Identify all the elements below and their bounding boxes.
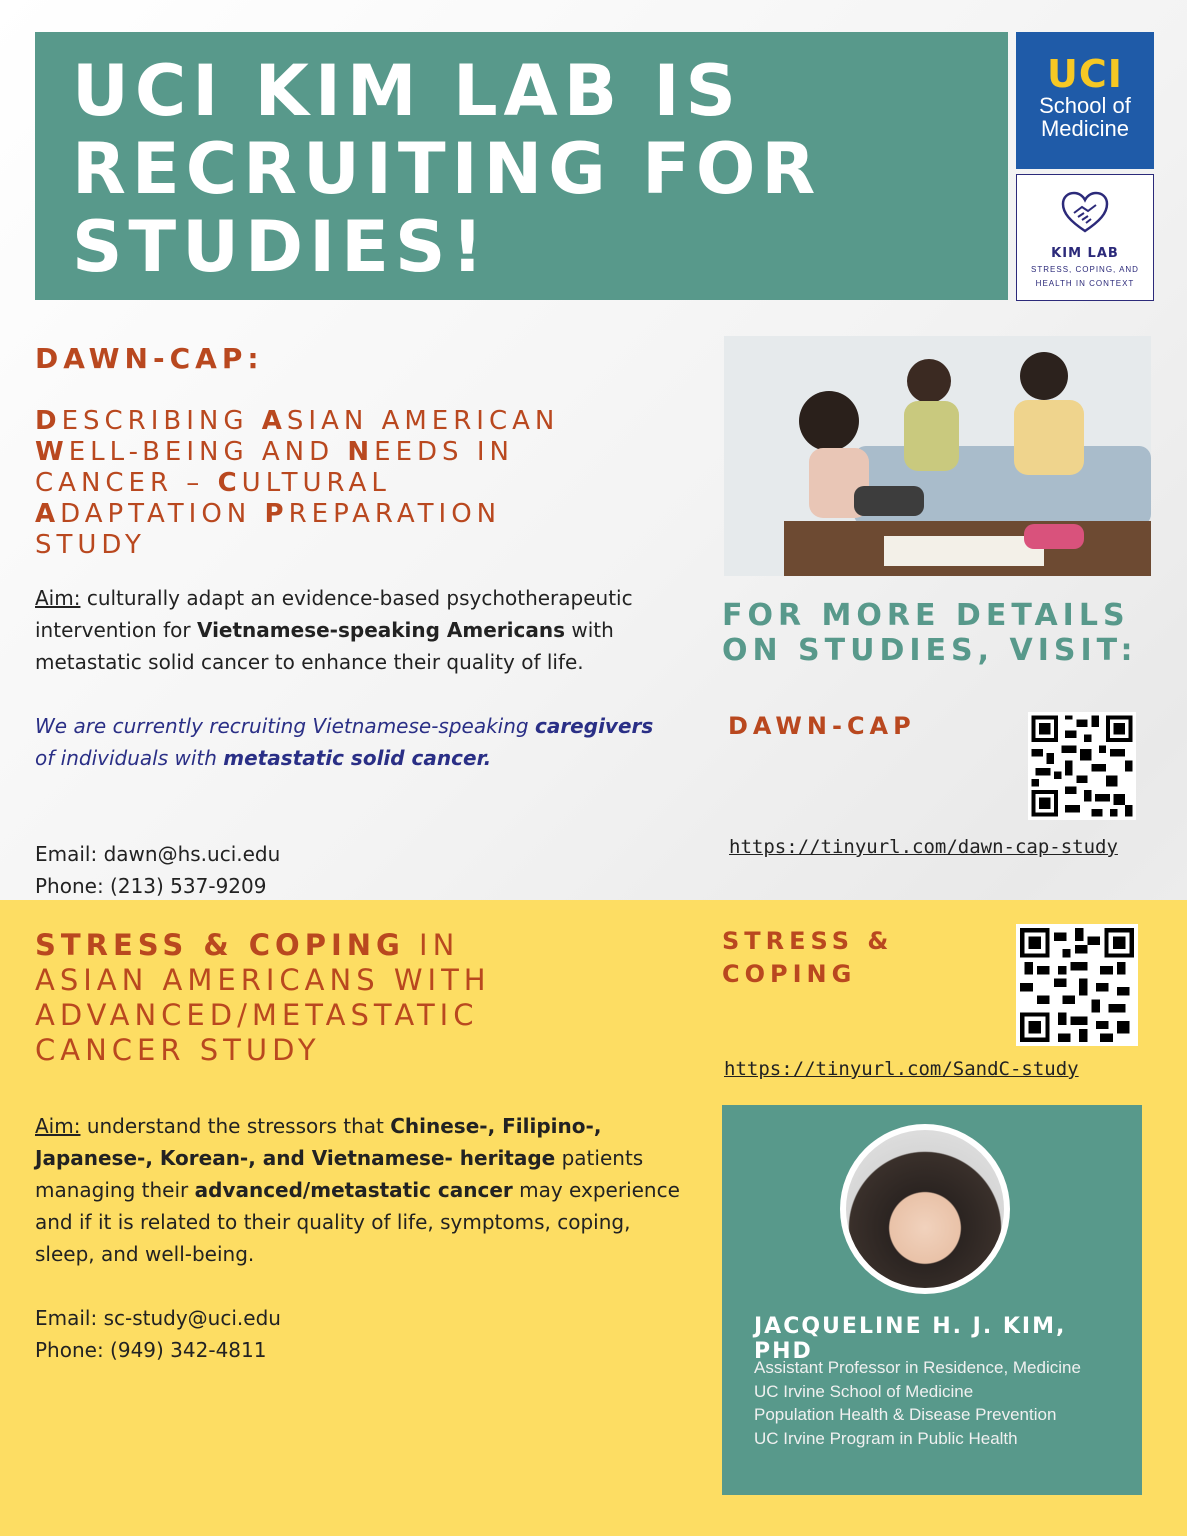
dawn-cap-heading: DAWN-CAP: (35, 342, 264, 375)
dawn-cap-aim: Aim: culturally adapt an evidence-based psychotherapeutic intervention for Vietnamese-speaking Americans with metastatic solid cancer to enhance their quality of life. (35, 586, 633, 674)
stress-coping-qr-label: STRESS & COPING (722, 927, 894, 988)
dawn-cap-full-title: DESCRIBING ASIAN AMERICAN WELL-BEING AND NEEDS IN CANCER – CULTURAL ADAPTATION PREPARATION STUDY (35, 406, 560, 560)
investigator-avatar (840, 1124, 1010, 1294)
dawn-cap-recruitment-note: We are currently recruiting Vietnamese-speaking caregivers of individuals with metastatic solid cancer. (35, 714, 654, 770)
stress-coping-phone[interactable]: Phone: (949) 342-4811 (35, 1338, 267, 1362)
page-title: UCI KIM LAB IS RECRUITING FOR STUDIES! (72, 50, 822, 288)
dawn-cap-qr-label: DAWN-CAP (728, 712, 916, 740)
stress-coping-contact (35, 1302, 535, 1366)
family-photo (724, 336, 1151, 576)
dawn-cap-link[interactable]: https://tinyurl.com/dawn-cap-study (729, 836, 1118, 858)
dawn-cap-qr-code[interactable] (1028, 712, 1136, 820)
stress-coping-email[interactable]: Email: sc-study@uci.edu (35, 1306, 281, 1330)
stress-coping-aim: Aim: understand the stressors that Chinese-, Filipino-, Japanese-, Korean-, and Vietnamese- heritage patients managing their advanced/metastatic cancer may experience and if it is related to their quality of life, symptoms, coping, sleep, and well-being. (35, 1114, 680, 1266)
stress-coping-qr-code[interactable] (1016, 924, 1138, 1046)
investigator-name: JACQUELINE H. J. KIM, PHD (754, 1314, 1067, 1364)
heart-handshake-icon (1060, 191, 1110, 235)
uci-school-of-medicine-logo: UCI School of Medicine (1016, 32, 1154, 169)
investigator-titles: Assistant Professor in Residence, Medicine UC Irvine School of Medicine Population Health & Disease Prevention UC Irvine Program in Public Health (754, 1358, 1081, 1448)
stress-coping-link[interactable]: https://tinyurl.com/SandC-study (724, 1058, 1079, 1080)
more-details-heading: FOR MORE DETAILS ON STUDIES, VISIT: (722, 598, 1138, 668)
stress-coping-title: STRESS & COPING IN ASIAN AMERICANS WITH ADVANCED/METASTATIC CANCER STUDY (35, 928, 491, 1067)
dawn-cap-email[interactable]: Email: dawn@hs.uci.edu (35, 842, 281, 866)
dawn-cap-phone[interactable]: Phone: (213) 537-9209 (35, 874, 267, 898)
kim-lab-logo: KIM LAB STRESS, COPING, AND HEALTH IN CONTEXT (1016, 174, 1154, 301)
dawn-cap-contact (35, 838, 535, 902)
